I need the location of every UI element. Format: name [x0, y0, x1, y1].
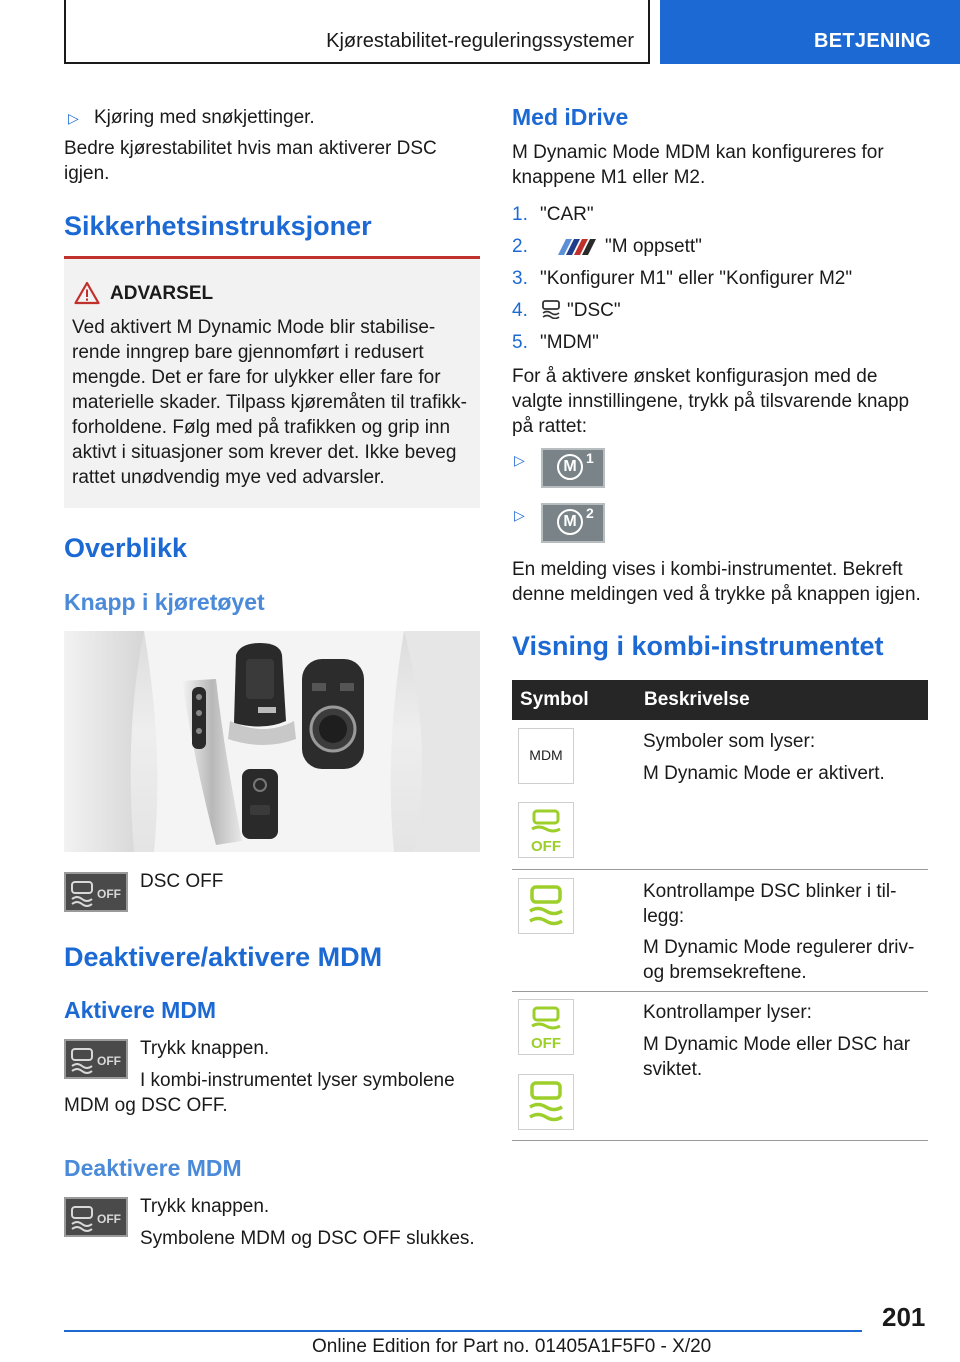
row2-line1: Kontrollampe DSC blinker i tillegg:: [643, 881, 897, 927]
safety-heading: Sikkerhetsinstruksjoner: [64, 211, 372, 241]
warning-box: [64, 256, 480, 508]
activate-mdm-heading: Aktivere MDM: [64, 997, 217, 1023]
m2-bullet-triangle-icon: ▷: [514, 507, 525, 523]
bullet-triangle-icon: ▷: [68, 110, 79, 126]
svg-text:OFF: OFF: [531, 1035, 561, 1052]
dsc-off-lamp-icon: [518, 802, 574, 858]
step-number-5: 5.: [512, 332, 528, 353]
deactivate-mdm-heading: Deaktivere MDM: [64, 1155, 242, 1181]
bullet-item-text: Kjøring med snøkjettinger.: [94, 107, 315, 128]
header-chapter-tab: [660, 0, 960, 64]
header-section-tab: [64, 0, 650, 64]
dsc-off-button-icon-deactivate: [64, 1197, 128, 1237]
center-console-illustration: [64, 631, 480, 852]
dsc-off-lamp-icon-fault: [518, 999, 574, 1055]
warning-triangle-icon: [74, 281, 100, 305]
row3-line2: M Dynamic Mode eller DSC har sviktet.: [643, 1034, 911, 1080]
table-row-divider: [512, 869, 928, 870]
step-text-5: "MDM": [540, 332, 599, 353]
idrive-heading: Med iDrive: [512, 104, 629, 130]
footer-edition: Online Edition for Part no. 01405A1F5F0 - X/20: [312, 1336, 712, 1357]
m2-steering-button-icon: M 2: [541, 503, 605, 543]
deactivate-step1: Trykk knappen.: [140, 1196, 270, 1217]
table-row-divider: [512, 991, 928, 992]
table-header-description: Beskrivelse: [644, 689, 750, 710]
step-text-3: "Konfigurer M1" eller "Konfigurer M2": [540, 268, 853, 289]
overview-heading: Overblikk: [64, 533, 188, 563]
row3-line1: Kontrollamper lyser:: [643, 1002, 812, 1023]
dsc-off-button-icon: [64, 872, 128, 912]
svg-text:OFF: OFF: [97, 1054, 121, 1068]
svg-text:OFF: OFF: [531, 838, 561, 855]
activate-config-text: For å aktivere ønsket konfigurasjon med de valgte innstillingene, trykk på tilsvarende knapp på rattet:: [512, 366, 910, 437]
table-header-symbol: Symbol: [520, 689, 589, 710]
intro-text: Bedre kjørestabilitet hvis man aktiverer DSC igjen.: [64, 138, 437, 184]
svg-text:OFF: OFF: [97, 1212, 121, 1226]
footer-rule: [64, 1330, 862, 1332]
step-text-2: "M oppsett": [605, 236, 702, 257]
dsc-lamp-icon: [518, 878, 574, 934]
step-number-2: 2.: [512, 236, 528, 257]
dsc-off-label: DSC OFF: [140, 871, 224, 892]
deactivate-step2: Symbolene MDM og DSC OFF slukkes.: [140, 1228, 475, 1249]
row1-line2: M Dynamic Mode er aktivert.: [643, 763, 885, 784]
row1-line1: Symboler som lyser:: [643, 731, 816, 752]
table-header: [512, 680, 928, 720]
toggle-mdm-heading: Deaktivere/aktivere MDM: [64, 942, 383, 972]
step-text-1: "CAR": [540, 204, 594, 225]
header-section-title: Kjørestabilitet-reguleringssystemer: [326, 30, 634, 52]
header-chapter-title: BETJENING: [814, 30, 932, 52]
step-number-3: 3.: [512, 268, 528, 289]
page-number: 201: [882, 1302, 926, 1332]
m1-bullet-triangle-icon: ▷: [514, 452, 525, 468]
warning-title: ADVARSEL: [110, 283, 214, 304]
button-in-vehicle-heading: Knapp i kjøretøyet: [64, 589, 265, 615]
center-console-photo: [64, 631, 480, 852]
warning-text: Ved aktivert M Dynamic Mode blir stabiliserende inngrep bare gjennomført i redusert mengde. Det er fare for ulykker eller fare for materielle skader. Tilpass kjøremåten til trafikkforholdene. Følg med på trafikken og grip inn aktivt i situasjoner som krever det. Ikke beveg rattet unødvendig mye ved advarsler.: [72, 317, 467, 488]
dsc-lamp-icon-fault: [518, 1074, 574, 1130]
dsc-car-icon: [541, 299, 561, 319]
svg-text:OFF: OFF: [97, 887, 121, 901]
mdm-symbol-icon: MDM: [518, 728, 574, 784]
m-stripes-icon: [550, 239, 596, 255]
step-number-4: 4.: [512, 300, 528, 321]
row2-line2: M Dynamic Mode regulerer driv- og bremsekreftene.: [643, 937, 915, 983]
message-text: En melding vises i kombi-instrumentet. Bekreft denne meldingen ved å trykke på knappen igjen.: [512, 559, 921, 605]
step-number-1: 1.: [512, 204, 528, 225]
step-text-4: "DSC": [567, 300, 621, 321]
activate-step1: Trykk knappen.: [140, 1038, 270, 1059]
display-heading: Visning i kombi-instrumentet: [512, 631, 884, 661]
idrive-intro: M Dynamic Mode MDM kan konfigureres for knappene M1 eller M2.: [512, 142, 884, 188]
table-bottom-rule: [512, 1140, 928, 1141]
activate-step2: I kombi-instrumentet lyser symbolene MDM og DSC OFF.: [64, 1070, 455, 1116]
m1-steering-button-icon: M 1: [541, 448, 605, 488]
